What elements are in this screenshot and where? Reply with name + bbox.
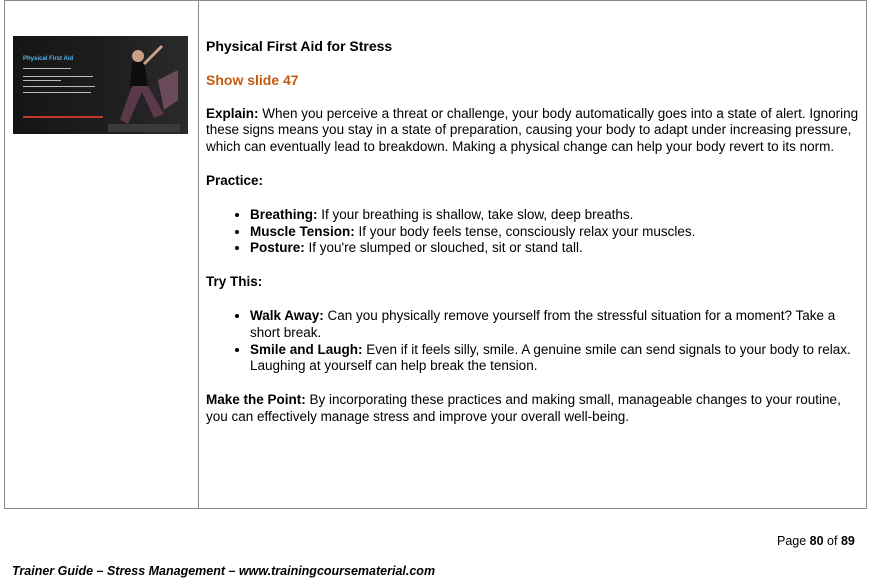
practice-heading: Practice:	[206, 172, 264, 188]
show-slide-label: Show slide 47	[206, 71, 299, 88]
column-divider	[198, 1, 199, 508]
list-item: • Smile and Laugh: Even if it feels silly, smile. A genuine smile can send signals to your body to relax. Laughing at yourself can help break the tension.	[250, 342, 866, 376]
list-item: • Muscle Tension: If your body feels tense, consciously relax your muscles.	[250, 224, 866, 241]
yoga-figure-image	[108, 40, 180, 132]
try-this-heading: Try This:	[206, 274, 263, 290]
try-this-list	[206, 308, 866, 375]
practice-list	[206, 207, 866, 257]
list-item: • Posture: If you're slumped or slouched, sit or stand tall.	[250, 240, 866, 257]
content-table	[4, 0, 867, 509]
make-the-point-paragraph: Make the Point: By incorporating these practices and making small, manageable changes to your routine, you can effectively manage stress and improve your overall well-being.	[206, 392, 841, 424]
trainer-notes	[206, 38, 866, 426]
page-footer: Trainer Guide – Stress Management – www.trainingcoursematerial.com	[12, 564, 436, 578]
thumbnail-title: Physical First Aid	[23, 56, 74, 62]
slide-thumbnail	[13, 36, 188, 134]
section-title: Physical First Aid for Stress	[206, 38, 393, 54]
list-item: • Breathing: If your breathing is shallow, take slow, deep breaths.	[250, 207, 866, 224]
list-item: • Walk Away: Can you physically remove yourself from the stressful situation for a moment? Take a short break.	[250, 308, 866, 342]
explain-paragraph: Explain: When you perceive a threat or challenge, your body automatically goes into a state of alert. Ignoring these signs means you stay in a state of preparation, causing your body to adapt under increasing pressure, which can eventually lead to breakdown. Making a physical change can help your body revert to its norm.	[206, 105, 859, 155]
page-number: Page 80 of 89	[777, 534, 855, 548]
